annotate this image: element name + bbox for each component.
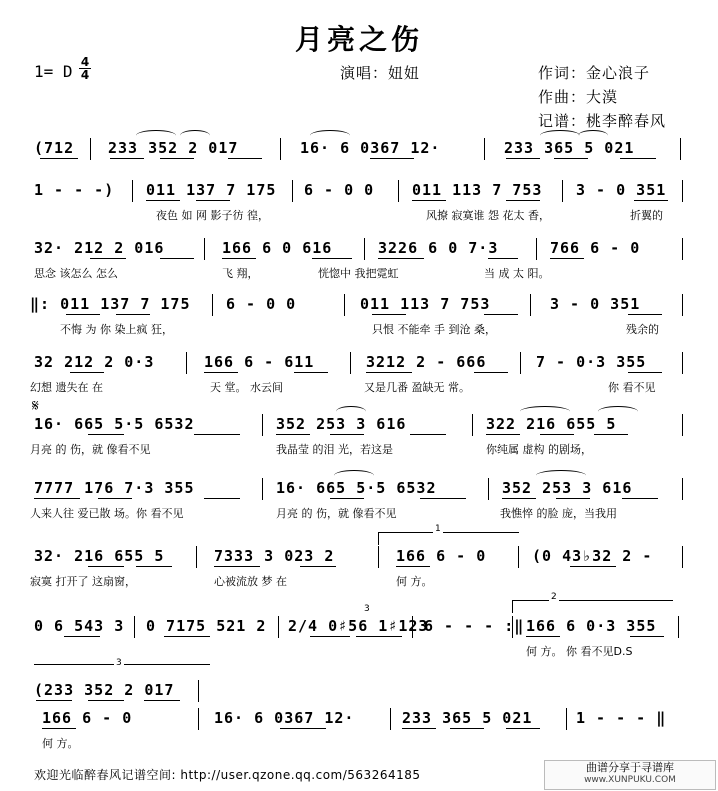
measure: 0 7175 521 2	[146, 617, 267, 635]
triplet-mark: 3	[364, 604, 370, 614]
bar-line	[530, 294, 531, 316]
key-signature: 1= D	[34, 62, 73, 81]
bar-line	[390, 708, 391, 730]
beam-line	[214, 566, 260, 567]
lyric-text: 月亮 的 伤，就 像看不见	[30, 443, 151, 456]
bar-line	[682, 352, 683, 374]
watermark-title: 曲谱分享于寻谱库	[586, 761, 674, 774]
lyric-text: 夜色 如 网 影子彷 徨，	[156, 209, 269, 222]
beam-line	[330, 434, 364, 435]
measure: 32· 216 655 5	[34, 547, 165, 565]
measure: 166 6 - 0	[42, 709, 133, 727]
beam-line	[280, 728, 326, 729]
beam-line	[146, 200, 180, 201]
lyric-text: 心被流放 梦 在	[214, 575, 287, 588]
beam-line	[366, 372, 412, 373]
bar-line	[364, 238, 365, 260]
beam-line	[420, 498, 466, 499]
bar-line	[90, 138, 91, 160]
beam-line	[634, 200, 668, 201]
measure: 1 - - -)	[34, 181, 115, 199]
beam-line	[228, 158, 262, 159]
beam-line	[160, 258, 194, 259]
watermark-logo	[544, 760, 716, 790]
bar-line	[186, 352, 187, 374]
beam-line	[222, 258, 256, 259]
measure: 322 216 655 5	[486, 415, 617, 433]
beam-line	[276, 434, 310, 435]
beam-line	[144, 700, 180, 701]
beam-line	[204, 498, 240, 499]
measure: 3212 2 - 666	[366, 353, 487, 371]
beam-line	[160, 158, 194, 159]
beam-line	[570, 566, 616, 567]
measure: 011 113 7 753	[412, 181, 543, 199]
beam-line	[310, 636, 350, 637]
slur-mark	[598, 406, 638, 417]
beam-line	[474, 372, 508, 373]
bar-line	[518, 546, 519, 568]
footer-credit: 欢迎光临醉春风记谱空间: http://user.qzone.qq.com/563264185	[34, 768, 421, 782]
beam-line	[412, 200, 446, 201]
lyric-text: 何 方。	[396, 575, 433, 588]
beam-line	[36, 700, 72, 701]
beam-line	[66, 314, 100, 315]
slur-mark	[334, 470, 374, 481]
measure: 2/4 0♯56 1♯123	[288, 617, 429, 635]
lyric-text: 当 成 太 阳。	[484, 267, 550, 280]
beam-line	[64, 636, 100, 637]
bar-line	[566, 708, 567, 730]
slur-mark	[540, 130, 580, 141]
measure: 766 6 - 0	[550, 239, 641, 257]
beam-line	[540, 434, 574, 435]
bar-line	[262, 478, 263, 500]
bar-line	[520, 352, 521, 374]
beam-line	[110, 158, 144, 159]
bar-line	[562, 180, 563, 202]
bar-line	[278, 616, 279, 638]
measure: 16· 6 0367 12·	[214, 709, 355, 727]
bar-line	[682, 478, 683, 500]
beam-line	[378, 258, 424, 259]
measure: 3 - 0 351	[576, 181, 667, 199]
lyric-text: 天 堂。 水云间	[210, 381, 283, 394]
beam-line	[164, 636, 210, 637]
measure: 0 6 543 3	[34, 617, 125, 635]
measure: 3 - 0 351	[550, 295, 641, 313]
measure: 233 352 2 017	[108, 139, 239, 157]
beam-line	[370, 158, 414, 159]
beam-line	[620, 158, 656, 159]
beam-line	[554, 158, 588, 159]
beam-line	[506, 728, 540, 729]
measure: (233 352 2 017	[34, 681, 175, 699]
beam-line	[116, 314, 150, 315]
slur-mark	[310, 130, 350, 141]
measure: 32· 212 2 016	[34, 239, 165, 257]
beam-line	[622, 498, 658, 499]
measure: 352 253 3 616	[276, 415, 407, 433]
second-ending-number: 2	[551, 592, 557, 602]
beam-line	[550, 258, 584, 259]
lyric-text: 月亮 的 伤，就 像看不见	[276, 507, 397, 520]
beam-line	[396, 566, 430, 567]
measure: 7 - 0·3 355	[536, 353, 647, 371]
lyric-text: 何 方。	[42, 737, 79, 750]
measure: 7333 3 023 2	[214, 547, 335, 565]
composer-credit: 作曲：大漠	[538, 88, 619, 106]
time-signature	[78, 56, 92, 81]
beam-line	[628, 314, 662, 315]
measure: 16· 665 5·5 6532	[34, 415, 195, 433]
measure: 6 - 0 0	[226, 295, 297, 313]
triplet-bracket	[34, 658, 210, 668]
second-ending-bracket	[512, 592, 673, 613]
first-ending-number: 1	[435, 524, 441, 534]
bar-line	[484, 138, 485, 160]
beam-line	[372, 314, 406, 315]
measure: 7777 176 7·3 355	[34, 479, 195, 497]
bar-line	[472, 414, 473, 436]
lyric-text: 思念 该怎么 怎么	[34, 267, 118, 280]
measure: 233 365 5 021	[402, 709, 533, 727]
beam-line	[294, 372, 328, 373]
lyric-text: 我晶莹 的泪 光，若这是	[276, 443, 393, 456]
beam-line	[88, 700, 124, 701]
bar-line	[682, 546, 683, 568]
measure: (712	[34, 139, 75, 157]
lyric-text: 只恨 不能牵 手 到沧 桑，	[372, 323, 496, 336]
measure: 6 - 0 0	[304, 181, 375, 199]
lyric-text: 折翼的	[630, 209, 663, 222]
singer-credit: 演唱：妞妞	[340, 64, 421, 82]
measure: 011 137 7 175	[146, 181, 277, 199]
beam-line	[356, 636, 402, 637]
lyric-text: 飞 翔，	[222, 267, 259, 280]
beam-line	[556, 498, 590, 499]
bar-line	[682, 414, 683, 436]
beam-line	[40, 158, 78, 159]
slur-mark	[136, 130, 176, 141]
beam-line	[450, 728, 484, 729]
measure: ‖: 011 137 7 175	[30, 295, 191, 313]
beam-line	[312, 258, 352, 259]
measure: 166 6 - 611	[204, 353, 315, 371]
beam-line	[506, 200, 540, 201]
bar-line	[678, 616, 679, 638]
measure: 1 - - - ‖	[576, 709, 667, 727]
beam-line	[70, 372, 104, 373]
time-signature-bottom: 4	[80, 68, 90, 82]
bar-line	[344, 294, 345, 316]
measure: 233 365 5 021	[504, 139, 635, 157]
beam-line	[42, 728, 76, 729]
beam-line	[98, 498, 132, 499]
first-ending-bracket	[378, 524, 519, 545]
beam-line	[488, 258, 518, 259]
bar-line	[292, 180, 293, 202]
slur-mark	[578, 130, 608, 141]
measure: 166 6 0 616	[222, 239, 333, 257]
bar-line	[512, 616, 513, 638]
bar-line	[682, 180, 683, 202]
slur-mark	[520, 406, 570, 417]
bar-line	[134, 616, 135, 638]
lyric-text: 风撩 寂寞谁 怨 花太 香，	[426, 209, 550, 222]
song-title: 月亮之伤	[294, 23, 423, 56]
lyric-text: 不悔 为 你 染上疯 狂，	[60, 323, 173, 336]
bar-line	[196, 546, 197, 568]
measure: 166 6 0·3 355	[526, 617, 657, 635]
slur-mark	[336, 406, 366, 417]
bar-line	[198, 680, 199, 702]
beam-line	[90, 258, 126, 259]
bar-line	[536, 238, 537, 260]
lyric-text: 寂寞 打开了 这扇窗，	[30, 575, 136, 588]
lyric-text: 恍惚中 我把霓虹	[318, 267, 399, 280]
measure: 6 - - - :‖	[424, 617, 525, 635]
measure: 32 212 2 0·3	[34, 353, 155, 371]
bar-line	[682, 238, 683, 260]
lyric-text: 又是几番 盈缺无 常。	[364, 381, 470, 394]
lyric-text: 我憔悴 的脸 庞，当我用	[500, 507, 617, 520]
lyricist-credit: 作词：金心浪子	[538, 64, 651, 82]
measure: 16· 665 5·5 6532	[276, 479, 437, 497]
lyric-text: 何 方。 你 看不见D.S	[526, 645, 633, 658]
beam-line	[502, 498, 536, 499]
beam-line	[300, 566, 336, 567]
lyric-text: 你纯属 虚构 的剧场，	[486, 443, 592, 456]
beam-line	[194, 434, 240, 435]
bar-line	[204, 238, 205, 260]
beam-line	[136, 566, 172, 567]
beam-line	[330, 498, 364, 499]
bar-line	[680, 138, 681, 160]
measure: (0 43♭32 2 -	[532, 547, 653, 565]
slur-mark	[180, 130, 210, 141]
bar-line	[350, 352, 351, 374]
measure: 166 6 - 0	[396, 547, 487, 565]
lyric-text: 幻想 遗失在 在	[30, 381, 103, 394]
time-signature-top: 4	[80, 55, 90, 69]
transcriber-credit: 记谱：桃李醉春风	[538, 112, 667, 130]
beam-line	[628, 372, 662, 373]
beam-line	[34, 498, 80, 499]
bar-line	[262, 414, 263, 436]
watermark-url: www.XUNPUKU.COM	[584, 775, 676, 785]
bar-line	[212, 294, 213, 316]
beam-line	[204, 372, 238, 373]
beam-line	[486, 434, 520, 435]
slur-mark	[536, 470, 586, 481]
lyric-text: 人来人往 爱已散 场。你 看不见	[30, 507, 184, 520]
beam-line	[484, 314, 518, 315]
beam-line	[594, 434, 628, 435]
beam-line	[526, 636, 560, 637]
bar-line	[412, 616, 413, 638]
beam-line	[196, 200, 230, 201]
bar-line	[398, 180, 399, 202]
measure: 352 253 3 616	[502, 479, 633, 497]
beam-line	[410, 434, 446, 435]
bar-line	[378, 546, 379, 568]
beam-line	[402, 728, 436, 729]
measure: 011 113 7 753	[360, 295, 491, 313]
measure: 3226 6 0 7·3	[378, 239, 499, 257]
triplet-number: 3	[116, 658, 122, 668]
lyric-text: 你 看不见	[608, 381, 656, 394]
beam-line	[88, 566, 124, 567]
measure: 16· 6 0367 12·	[300, 139, 441, 157]
bar-line	[488, 478, 489, 500]
segno-sign: 𝄋	[32, 396, 39, 415]
bar-line	[682, 294, 683, 316]
lyric-text: 残余的	[626, 323, 659, 336]
beam-line	[506, 158, 540, 159]
bar-line	[132, 180, 133, 202]
beam-line	[630, 636, 664, 637]
bar-line	[198, 708, 199, 730]
beam-line	[88, 434, 124, 435]
bar-line	[280, 138, 281, 160]
